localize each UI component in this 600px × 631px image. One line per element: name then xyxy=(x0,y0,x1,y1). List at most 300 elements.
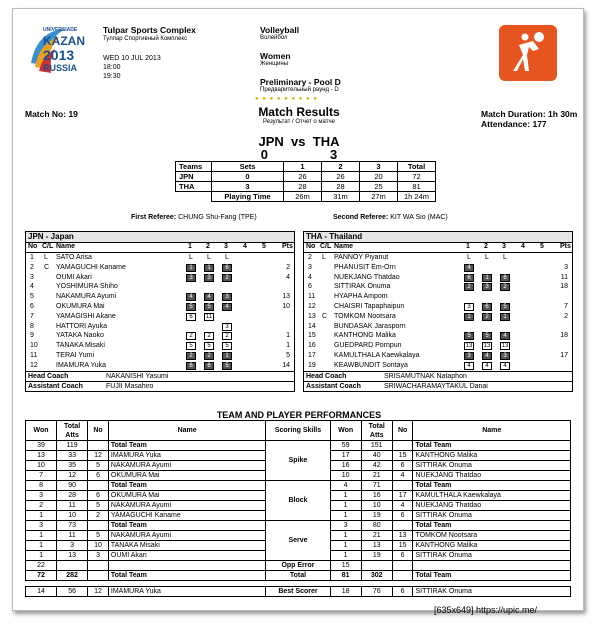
roster-row xyxy=(304,361,572,371)
perf-atts: 21 xyxy=(361,531,392,541)
roster-row xyxy=(304,302,572,312)
player-points: 4 xyxy=(286,273,290,281)
sets-header: Teams xyxy=(176,162,212,172)
head-coach-label: Head Coach xyxy=(28,372,69,380)
roster-row xyxy=(26,282,294,292)
rotation-box: 5 xyxy=(464,332,474,340)
player-number: 19 xyxy=(308,361,316,369)
results-sheet xyxy=(12,8,584,611)
roster-column-header: 3 xyxy=(224,243,228,250)
player-name: TANAKA Misaki xyxy=(56,342,105,350)
second-referee-name: KIT WA Sio (MAC) xyxy=(390,214,448,221)
roster-column-header: C/L xyxy=(42,243,54,250)
match-date: WED 10 JUL 2013 xyxy=(103,55,161,62)
match-results-heading: Match Results xyxy=(258,105,340,119)
perf-won: 1 xyxy=(330,501,361,511)
player-number: 1 xyxy=(30,254,34,261)
sets-header: Sets xyxy=(212,162,284,172)
perf-name: OKUMURA Mai xyxy=(108,471,265,481)
perf-won: 10 xyxy=(330,471,361,481)
roster-column-header: Pts xyxy=(282,243,293,250)
sets-cell: THA xyxy=(176,182,212,192)
best-atts: 76 xyxy=(361,587,392,597)
rotation-box: 5 xyxy=(500,303,510,311)
perf-atts: 16 xyxy=(361,491,392,501)
sets-header: 1 xyxy=(284,162,322,172)
perf-name: SITTIRAK Onuma xyxy=(413,551,571,561)
perf-won: 10 xyxy=(26,461,57,471)
perf-name: TOMKOM Nootsara xyxy=(413,531,571,541)
perf-atts: 13 xyxy=(57,551,88,561)
rotation-box: 4 xyxy=(500,332,510,340)
perf-name: NAKAMURA Ayumi xyxy=(108,531,265,541)
vs-label: vs xyxy=(291,134,306,149)
roster-row xyxy=(26,253,294,263)
perf-won: 3 xyxy=(26,521,57,531)
player-number: 11 xyxy=(308,293,316,301)
perf-won: 13 xyxy=(26,451,57,461)
rotation-box: 13 xyxy=(483,343,491,350)
perf-no: 5 xyxy=(88,531,109,541)
perf-no: 10 xyxy=(88,541,109,551)
roster-row xyxy=(304,312,572,322)
perf-atts: 119 xyxy=(57,441,88,451)
playing-time-cell: 1h 24m xyxy=(398,192,436,202)
perf-won: 3 xyxy=(330,521,361,531)
player-points: 11 xyxy=(560,273,568,281)
roster-column-header: No xyxy=(306,243,316,250)
logo-text-universiade: UNIVERSIADE xyxy=(43,27,78,33)
logo-text-kazan: KAZAN xyxy=(43,34,85,48)
first-referee-label: First Referee: xyxy=(131,214,177,221)
dot-divider: ● ● ● ● ● ● ● ● ● xyxy=(255,96,318,102)
perf-won: 22 xyxy=(26,561,57,571)
player-name: KANTHONG Malika xyxy=(334,332,396,340)
roster-columns xyxy=(26,243,294,253)
playing-time-cell: 31m xyxy=(322,192,360,202)
player-name: TERAI Yumi xyxy=(56,351,94,359)
player-number: 4 xyxy=(30,283,34,291)
player-number: 16 xyxy=(308,342,316,350)
team1-sets: 0 xyxy=(260,147,268,162)
player-name: BUNDASAK Jarasporn xyxy=(334,322,406,330)
perf-atts: 73 xyxy=(57,521,88,531)
match-results-heading-ru: Результат / Отчет о матче xyxy=(263,119,335,125)
roster-row xyxy=(26,263,294,273)
player-name: NAKAMURA Ayumi xyxy=(56,293,117,301)
best-scorer-label: Best Scorer xyxy=(266,587,330,597)
perf-header: No xyxy=(88,421,109,441)
roster-row xyxy=(26,292,294,302)
rotation-box: 3 xyxy=(464,303,474,311)
player-number: 7 xyxy=(30,312,34,320)
rotation-box: 4 xyxy=(482,362,492,370)
total-label: Total Team xyxy=(413,571,571,581)
perf-no xyxy=(392,441,413,451)
best-scorer-row xyxy=(26,587,571,597)
player-number: 3 xyxy=(30,273,34,281)
team2-sets: 3 xyxy=(330,147,338,162)
perf-name: TANAKA Misaki xyxy=(108,541,265,551)
perf-atts: 3 xyxy=(57,541,88,551)
perf-no xyxy=(88,441,109,451)
perf-row xyxy=(26,441,571,451)
rotation-box: 1 xyxy=(186,264,196,272)
roster-row xyxy=(26,341,294,351)
match-end-time: 19:30 xyxy=(103,73,121,80)
perf-won: 1 xyxy=(330,551,361,561)
attendance: Attendance: 177 xyxy=(481,119,547,129)
total-skill-label: Total xyxy=(266,571,330,581)
perf-name: OKUMURA Mai xyxy=(108,491,265,501)
rotation-box: 4 xyxy=(186,293,196,301)
player-number: 6 xyxy=(308,283,312,291)
player-name: OKUMURA Mai xyxy=(56,302,105,310)
player-number: 9 xyxy=(30,332,34,340)
rotation-box: 5 xyxy=(186,342,196,350)
perf-name: SITTIRAK Onuma xyxy=(413,511,571,521)
player-role: C xyxy=(322,312,328,320)
venue-name: Tulpar Sports Complex xyxy=(103,25,196,35)
rotation-box: 2 xyxy=(482,313,492,321)
libero-mark: L xyxy=(189,254,193,261)
roster-column-header: 3 xyxy=(502,243,506,250)
total-row xyxy=(26,571,571,581)
player-points: 1 xyxy=(286,332,290,340)
perf-name: KANTHONG Malika xyxy=(413,541,571,551)
perf-name: KAMULTHALA Kaewkalaya xyxy=(413,491,571,501)
perf-no: 6 xyxy=(392,461,413,471)
perf-no: 15 xyxy=(392,451,413,461)
perf-no: 13 xyxy=(392,531,413,541)
perf-no: 6 xyxy=(392,511,413,521)
scoring-skill: Serve xyxy=(266,521,330,561)
sets-header: 2 xyxy=(322,162,360,172)
head-coach-name: SRISAMUTNAK Nataphon xyxy=(384,372,467,380)
player-points: 18 xyxy=(560,283,568,291)
perf-no: 17 xyxy=(392,491,413,501)
perf-name: SITTIRAK Onuma xyxy=(413,461,571,471)
sets-cell: 28 xyxy=(322,182,360,192)
perf-header: Won xyxy=(26,421,57,441)
player-points: 14 xyxy=(282,361,290,369)
sets-cell: 26 xyxy=(284,172,322,182)
phase-ru: Предварительный раунд - D xyxy=(260,87,339,93)
player-number: 4 xyxy=(308,273,312,281)
duration-block xyxy=(481,109,577,129)
best-name: SITTIRAK Onuma xyxy=(413,587,571,597)
roster-row xyxy=(304,273,572,283)
total-won: 81 xyxy=(330,571,361,581)
perf-no: 4 xyxy=(392,501,413,511)
perf-won: 15 xyxy=(330,561,361,571)
perf-atts: 10 xyxy=(361,501,392,511)
perf-won: 17 xyxy=(330,451,361,461)
player-name: TOMKOM Nootsara xyxy=(334,312,396,320)
roster-column-header: 1 xyxy=(188,243,192,250)
perf-atts: 12 xyxy=(57,471,88,481)
sport-name-ru: Волейбол xyxy=(260,35,288,41)
assistant-coach-name: SRIWACHARAMAYTAKUL Danai xyxy=(384,382,488,390)
roster-column-header: 4 xyxy=(521,243,525,250)
head-coach-row xyxy=(304,371,572,381)
perf-atts: 80 xyxy=(361,521,392,531)
sets-cell: 28 xyxy=(284,182,322,192)
rotation-box: 6 xyxy=(464,274,474,282)
libero-mark: L xyxy=(225,254,229,261)
perf-no: 3 xyxy=(88,551,109,561)
rotation-box: 2 xyxy=(204,352,214,360)
rotation-box: 5 xyxy=(204,342,214,350)
match-start-time: 18:00 xyxy=(103,64,121,71)
perf-atts: 71 xyxy=(361,481,392,491)
perf-name: NAKAMURA Ayumi xyxy=(108,461,265,471)
match-number: Match No: 19 xyxy=(25,109,78,119)
roster-row xyxy=(304,282,572,292)
player-number: 11 xyxy=(30,351,38,359)
player-name: KEAWBUNDIT Sontaya xyxy=(334,361,408,369)
roster-row xyxy=(304,253,572,263)
libero-mark: L xyxy=(207,254,211,261)
perf-won: 1 xyxy=(330,531,361,541)
sets-cell: 25 xyxy=(360,182,398,192)
perf-name: Total Team xyxy=(413,521,571,531)
head-coach-label: Head Coach xyxy=(306,372,347,380)
rotation-box: 6 xyxy=(186,362,196,370)
player-points: 5 xyxy=(286,351,290,359)
phase: Preliminary - Pool D xyxy=(260,77,341,87)
rotation-box: 4 xyxy=(482,352,492,360)
player-name: NUEKJANG Thatdao xyxy=(334,273,400,281)
sets-cell: 81 xyxy=(398,182,436,192)
perf-name: Total Team xyxy=(108,481,265,491)
player-name: YAMAGUCHI Kaname xyxy=(56,263,126,271)
second-referee-label: Second Referee: xyxy=(333,214,389,221)
rotation-box: 3 xyxy=(186,274,196,282)
roster-column-header: 5 xyxy=(262,243,266,250)
rotation-box: 4 xyxy=(222,303,232,311)
player-name: OUMI Akari xyxy=(56,273,92,281)
player-number: 15 xyxy=(308,332,316,340)
rotation-box: 5 xyxy=(222,342,232,350)
player-points: 1 xyxy=(286,342,290,350)
perf-atts: 11 xyxy=(57,531,88,541)
best-no: 12 xyxy=(88,587,109,597)
player-number: 2 xyxy=(308,254,312,261)
scoreline xyxy=(13,135,584,161)
assistant-coach-row xyxy=(304,381,572,391)
rotation-box: 6 xyxy=(186,313,196,321)
rotation-box: 5 xyxy=(222,362,232,370)
perf-won: 3 xyxy=(26,491,57,501)
libero-mark: L xyxy=(485,254,489,261)
scoring-skill: Block xyxy=(266,481,330,521)
rotation-box: 1 xyxy=(482,274,492,282)
player-number: 3 xyxy=(308,263,312,271)
playing-time-cell: 27m xyxy=(360,192,398,202)
volleyball-pictogram-icon xyxy=(499,25,557,81)
perf-header: No xyxy=(392,421,413,441)
player-points: 10 xyxy=(282,302,290,310)
roster-row xyxy=(26,351,294,361)
perf-atts: 28 xyxy=(57,491,88,501)
roster-column-header: 1 xyxy=(466,243,470,250)
player-points: 18 xyxy=(560,332,568,340)
perf-header: Name xyxy=(413,421,571,441)
player-name: PHANUSIT Em-Orn xyxy=(334,263,396,271)
team-roster-jpn xyxy=(25,231,295,392)
perf-header: Name xyxy=(108,421,265,441)
sets-table xyxy=(175,161,436,202)
perf-name: YAMAGUCHI Kaname xyxy=(108,511,265,521)
player-number: 2 xyxy=(30,263,34,271)
rotation-box: 13 xyxy=(465,343,473,350)
perf-row xyxy=(26,481,571,491)
sets-cell: 3 xyxy=(212,182,284,192)
player-number: 8 xyxy=(30,322,34,330)
rotation-box: 6 xyxy=(500,274,510,282)
perf-atts: 19 xyxy=(361,551,392,561)
team-name: JPN - Japan xyxy=(26,232,294,243)
first-referee xyxy=(131,214,257,221)
player-number: 14 xyxy=(308,322,316,330)
playing-time-cell: 26m xyxy=(284,192,322,202)
perf-won: 8 xyxy=(26,481,57,491)
roster-row xyxy=(304,331,572,341)
player-number: 6 xyxy=(30,302,34,310)
assistant-coach-name: FUJII Masahiro xyxy=(106,382,154,390)
perf-won: 16 xyxy=(330,461,361,471)
sets-cell: 20 xyxy=(360,172,398,182)
perf-name: OUMI Akari xyxy=(108,551,265,561)
total-won: 72 xyxy=(26,571,57,581)
perf-atts: 33 xyxy=(57,451,88,461)
player-name: GUEDPARD Pornpun xyxy=(334,342,402,350)
rotation-box: 13 xyxy=(501,343,509,350)
player-role: L xyxy=(322,254,326,261)
assistant-coach-label: Assistant Coach xyxy=(28,382,83,390)
perf-no: 2 xyxy=(88,511,109,521)
head-coach-row xyxy=(26,371,294,381)
logo-text-russia: RUSSIA xyxy=(43,63,78,73)
rotation-box: 1 xyxy=(464,313,474,321)
perf-header: Won xyxy=(330,421,361,441)
rotation-box: 5 xyxy=(482,332,492,340)
libero-mark: L xyxy=(503,254,507,261)
second-referee xyxy=(333,214,448,221)
player-name: SITTIRAK Onuma xyxy=(334,283,391,291)
perf-no: 6 xyxy=(88,471,109,481)
match-duration: Match Duration: 1h 30m xyxy=(481,109,578,119)
player-name: YOSHIMURA Shiho xyxy=(56,283,118,291)
sets-cell: 72 xyxy=(398,172,436,182)
venue-name-ru: Тулпар Спортивный Комплекс xyxy=(103,36,188,42)
perf-atts: 35 xyxy=(57,461,88,471)
roster-row xyxy=(304,263,572,273)
perf-won: 1 xyxy=(26,541,57,551)
roster-column-header: Name xyxy=(334,243,354,250)
perf-won: 39 xyxy=(26,441,57,451)
rotation-box: 2 xyxy=(500,283,510,291)
rotation-box: 3 xyxy=(482,283,492,291)
rotation-box: 4 xyxy=(464,362,474,370)
player-number: 13 xyxy=(308,312,316,320)
perf-no xyxy=(88,481,109,491)
rotation-box: 1 xyxy=(500,313,510,321)
player-points: 2 xyxy=(564,312,568,320)
perf-no: 6 xyxy=(392,551,413,561)
team2-code: THA xyxy=(312,134,340,149)
performances-title: TEAM AND PLAYER PERFORMANCES xyxy=(216,410,382,420)
perf-name: NAKAMURA Ayumi xyxy=(108,501,265,511)
sets-cell: 0 xyxy=(212,172,284,182)
best-no: 6 xyxy=(392,587,413,597)
player-name: YAMAGISHI Akane xyxy=(56,312,116,320)
rotation-box: 3 xyxy=(204,274,214,282)
perf-won: 2 xyxy=(26,501,57,511)
sets-header: 3 xyxy=(360,162,398,172)
roster-column-header: C/L xyxy=(320,243,332,250)
player-name: CHAISRI Tapaphaipun xyxy=(334,302,405,310)
rotation-box: 11 xyxy=(205,313,213,320)
perf-atts: 151 xyxy=(361,441,392,451)
player-name: HATTORI Ayuka xyxy=(56,322,107,330)
footer-watermark: [635x649] https://upic.me/ xyxy=(434,605,538,615)
rotation-box: 4 xyxy=(204,293,214,301)
roster-row xyxy=(26,273,294,283)
roster-columns xyxy=(304,243,572,253)
perf-name: Total Team xyxy=(108,521,265,531)
roster-column-header: 4 xyxy=(243,243,247,250)
perf-name: NUEKJANG Thatdao xyxy=(413,471,571,481)
perf-name: Total Team xyxy=(413,441,571,451)
total-atts: 282 xyxy=(57,571,88,581)
first-referee-name: CHUNG Shu-Fang (TPE) xyxy=(178,214,257,221)
perf-won: 1 xyxy=(26,551,57,561)
rotation-box: 6 xyxy=(204,362,214,370)
sets-cell: 26 xyxy=(322,172,360,182)
perf-won: 1 xyxy=(26,511,57,521)
perf-atts: 13 xyxy=(361,541,392,551)
rotation-box: 3 xyxy=(464,352,474,360)
perf-name: NUEKJANG Thatdao xyxy=(413,501,571,511)
roster-row xyxy=(304,341,572,351)
perf-won: 4 xyxy=(330,481,361,491)
roster-column-header: 5 xyxy=(540,243,544,250)
perf-atts: 19 xyxy=(361,511,392,521)
sport-name: Volleyball xyxy=(260,25,300,35)
perf-won: 7 xyxy=(26,471,57,481)
rotation-box: 1 xyxy=(222,352,232,360)
player-number: 12 xyxy=(30,361,38,369)
perf-won: 1 xyxy=(330,541,361,551)
roster-row xyxy=(304,322,572,332)
rotation-box: 4 xyxy=(464,264,474,272)
best-name: IMAMURA Yuka xyxy=(108,587,265,597)
roster-column-header: No xyxy=(28,243,38,250)
perf-no xyxy=(392,521,413,531)
venue-block xyxy=(103,25,196,81)
rotation-box: 2 xyxy=(464,283,474,291)
perf-no: 5 xyxy=(88,501,109,511)
roster-row xyxy=(304,351,572,361)
roster-column-header: 2 xyxy=(206,243,210,250)
player-role: C xyxy=(44,263,50,271)
roster-row xyxy=(26,312,294,322)
perf-no xyxy=(392,481,413,491)
perf-won: 59 xyxy=(330,441,361,451)
player-name: IMAMURA Yuka xyxy=(56,361,107,369)
